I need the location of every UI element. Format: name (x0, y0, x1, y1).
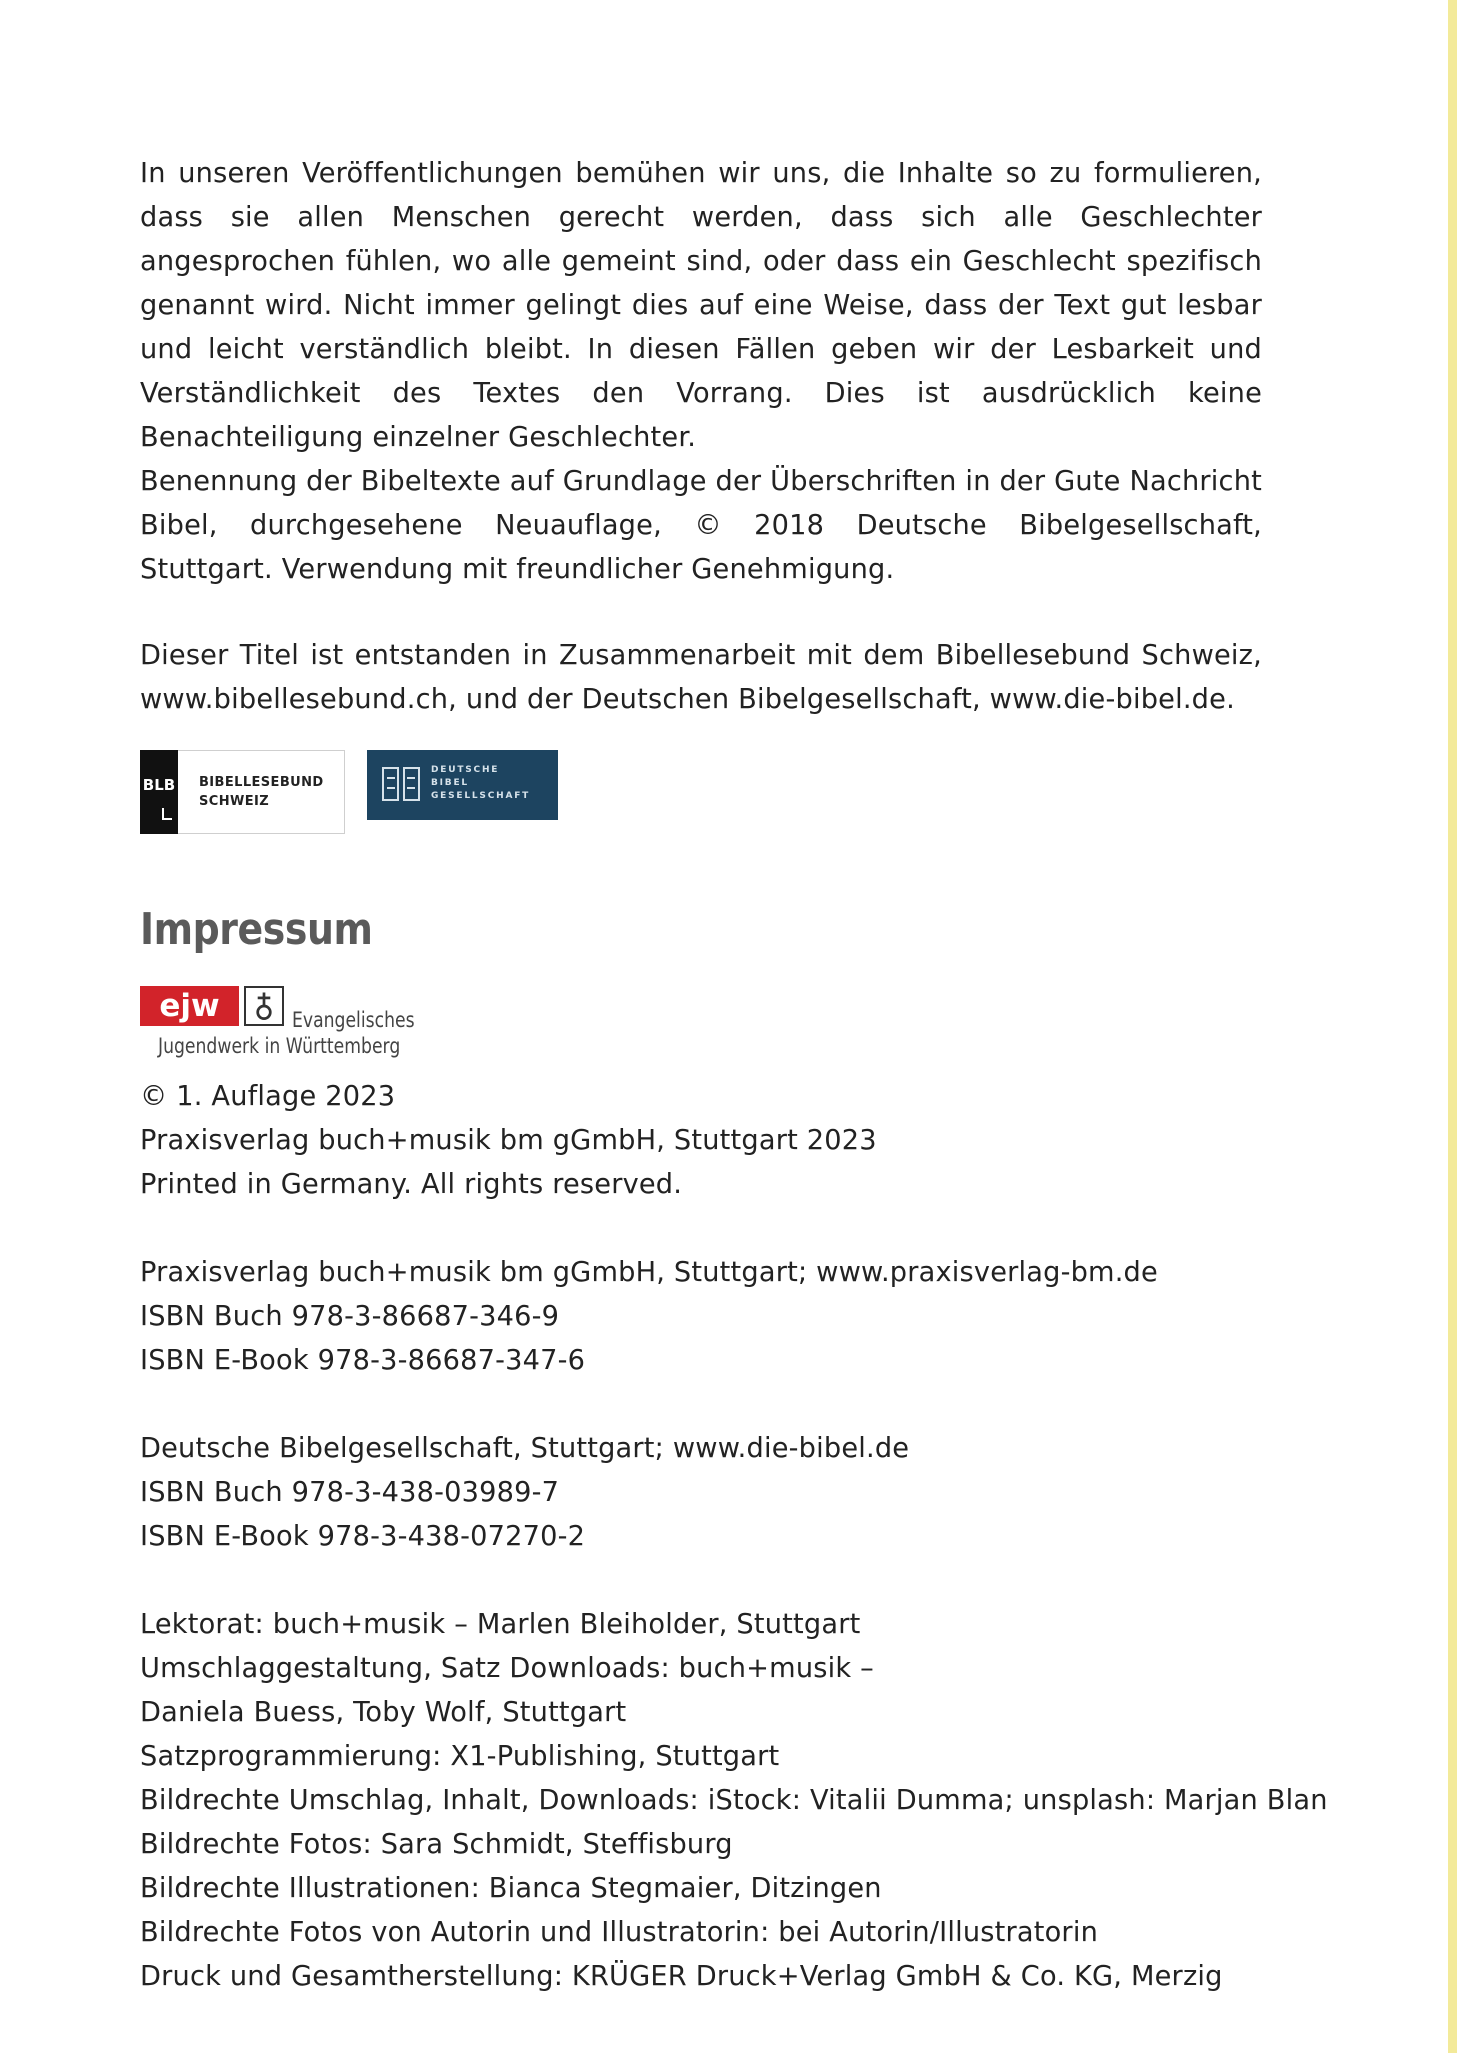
credit-line: Bildrechte Umschlag, Inhalt, Downloads: iStock: Vitalii Dumma; unsplash: Marjan Blan (140, 1785, 1328, 1816)
credit-line: Bildrechte Fotos: Sara Schmidt, Steffisburg (140, 1829, 733, 1860)
credit-line: Umschlaggestaltung, Satz Downloads: buch+musik – (140, 1653, 874, 1684)
dbg-wordmark (431, 764, 530, 803)
edition-line: © 1. Auflage 2023 (140, 1081, 396, 1112)
credit-line: Daniela Buess, Toby Wolf, Stuttgart (140, 1697, 627, 1728)
blb-line-2: SCHWEIZ (199, 794, 270, 809)
paragraph-bible-text-credit: Benennung der Bibeltexte auf Grundlage der Überschriften in der Gute Nachricht Bibel, durchgesehene Neuauflage, © 2018 Deutsche Bibelgesellschaft, Stuttgart. Verwendung mit freundlicher Genehmigung. (140, 466, 1262, 585)
praxisverlag-line: Praxisverlag buch+musik bm gGmbH, Stuttgart; www.praxisverlag-bm.de (140, 1257, 1158, 1288)
ejw-line-2: Jugendwerk in Württemberg (158, 1034, 401, 1058)
cooperation-paragraph (140, 634, 1262, 722)
ejw-mark-text: ejw (159, 988, 220, 1024)
praxisverlag-block (140, 1251, 1262, 1383)
paragraph-cooperation: Dieser Titel ist entstanden in Zusammenarbeit mit dem Bibellesebund Schweiz, www.bibellesebund.ch, und der Deutschen Bibelgesellschaft, www.die-bibel.de. (140, 640, 1262, 715)
ejw-line-1: Evangelisches (292, 1008, 415, 1032)
isbn-line: ISBN E-Book 978-3-438-07270-2 (140, 1521, 586, 1552)
paragraph-inclusive-language: In unseren Veröffentlichungen bemühen wir uns, die Inhalte so zu formulieren, dass sie allen Menschen gerecht werden, dass sich alle Geschlechter angesprochen fühlen, wo alle gemeint sind, oder dass ein Geschlecht spezifisch genannt wird. Nicht immer gelingt dies auf eine Weise, dass der Text gut lesbar und leicht verständlich bleibt. In diesen Fällen geben wir der Lesbarkeit und Verständlichkeit des Textes den Vorrang. Dies ist ausdrücklich keine Benachteiligung einzelner Geschlechter. (140, 158, 1262, 453)
cross-ball-icon (244, 986, 284, 1026)
credit-line: Bildrechte Fotos von Autorin und Illustratorin: bei Autorin/Illustratorin (140, 1917, 1098, 1948)
blb-mark-text: BLB (142, 776, 176, 794)
edition-line: Praxisverlag buch+musik bm gGmbH, Stuttgart 2023 (140, 1125, 877, 1156)
page-edge-stripe (1448, 0, 1457, 2053)
edition-block (140, 1075, 1262, 1207)
blb-line-1: BIBELLESEBUND (199, 775, 324, 790)
isbn-line: ISBN Buch 978-3-86687-346-9 (140, 1301, 560, 1332)
isbn-line: ISBN Buch 978-3-438-03989-7 (140, 1477, 560, 1508)
ejw-logo (140, 982, 430, 1064)
dbg-line-1: DEUTSCHE (431, 765, 500, 775)
credit-line: Bildrechte Illustrationen: Bianca Stegmaier, Ditzingen (140, 1873, 882, 1904)
blb-wordmark (199, 773, 324, 811)
edition-line: Printed in Germany. All rights reserved. (140, 1169, 683, 1200)
blb-mark (140, 750, 178, 834)
dbg-line-2: BIBEL (431, 778, 469, 788)
blb-bookmark-icon (162, 808, 172, 820)
bibelgesellschaft-line: Deutsche Bibelgesellschaft, Stuttgart; www.die-bibel.de (140, 1433, 910, 1464)
inclusive-language-paragraph (140, 152, 1262, 460)
open-book-icon (381, 764, 421, 804)
deutsche-bibelgesellschaft-logo (367, 750, 558, 820)
impressum-heading: Impressum (140, 904, 373, 955)
bible-text-credit-paragraph (140, 460, 1262, 592)
credit-line: Druck und Gesamtherstellung: KRÜGER Druck+Verlag GmbH & Co. KG, Merzig (140, 1961, 1223, 1992)
credits-block (140, 1603, 1328, 1999)
credit-line: Lektorat: buch+musik – Marlen Bleiholder, Stuttgart (140, 1609, 861, 1640)
isbn-line: ISBN E-Book 978-3-86687-347-6 (140, 1345, 586, 1376)
dbg-line-3: GESELLSCHAFT (431, 791, 531, 801)
bibelgesellschaft-block (140, 1427, 1262, 1559)
ejw-mark (140, 986, 239, 1026)
credit-line: Satzprogrammierung: X1-Publishing, Stuttgart (140, 1741, 780, 1772)
bibellesebund-logo (140, 750, 345, 834)
